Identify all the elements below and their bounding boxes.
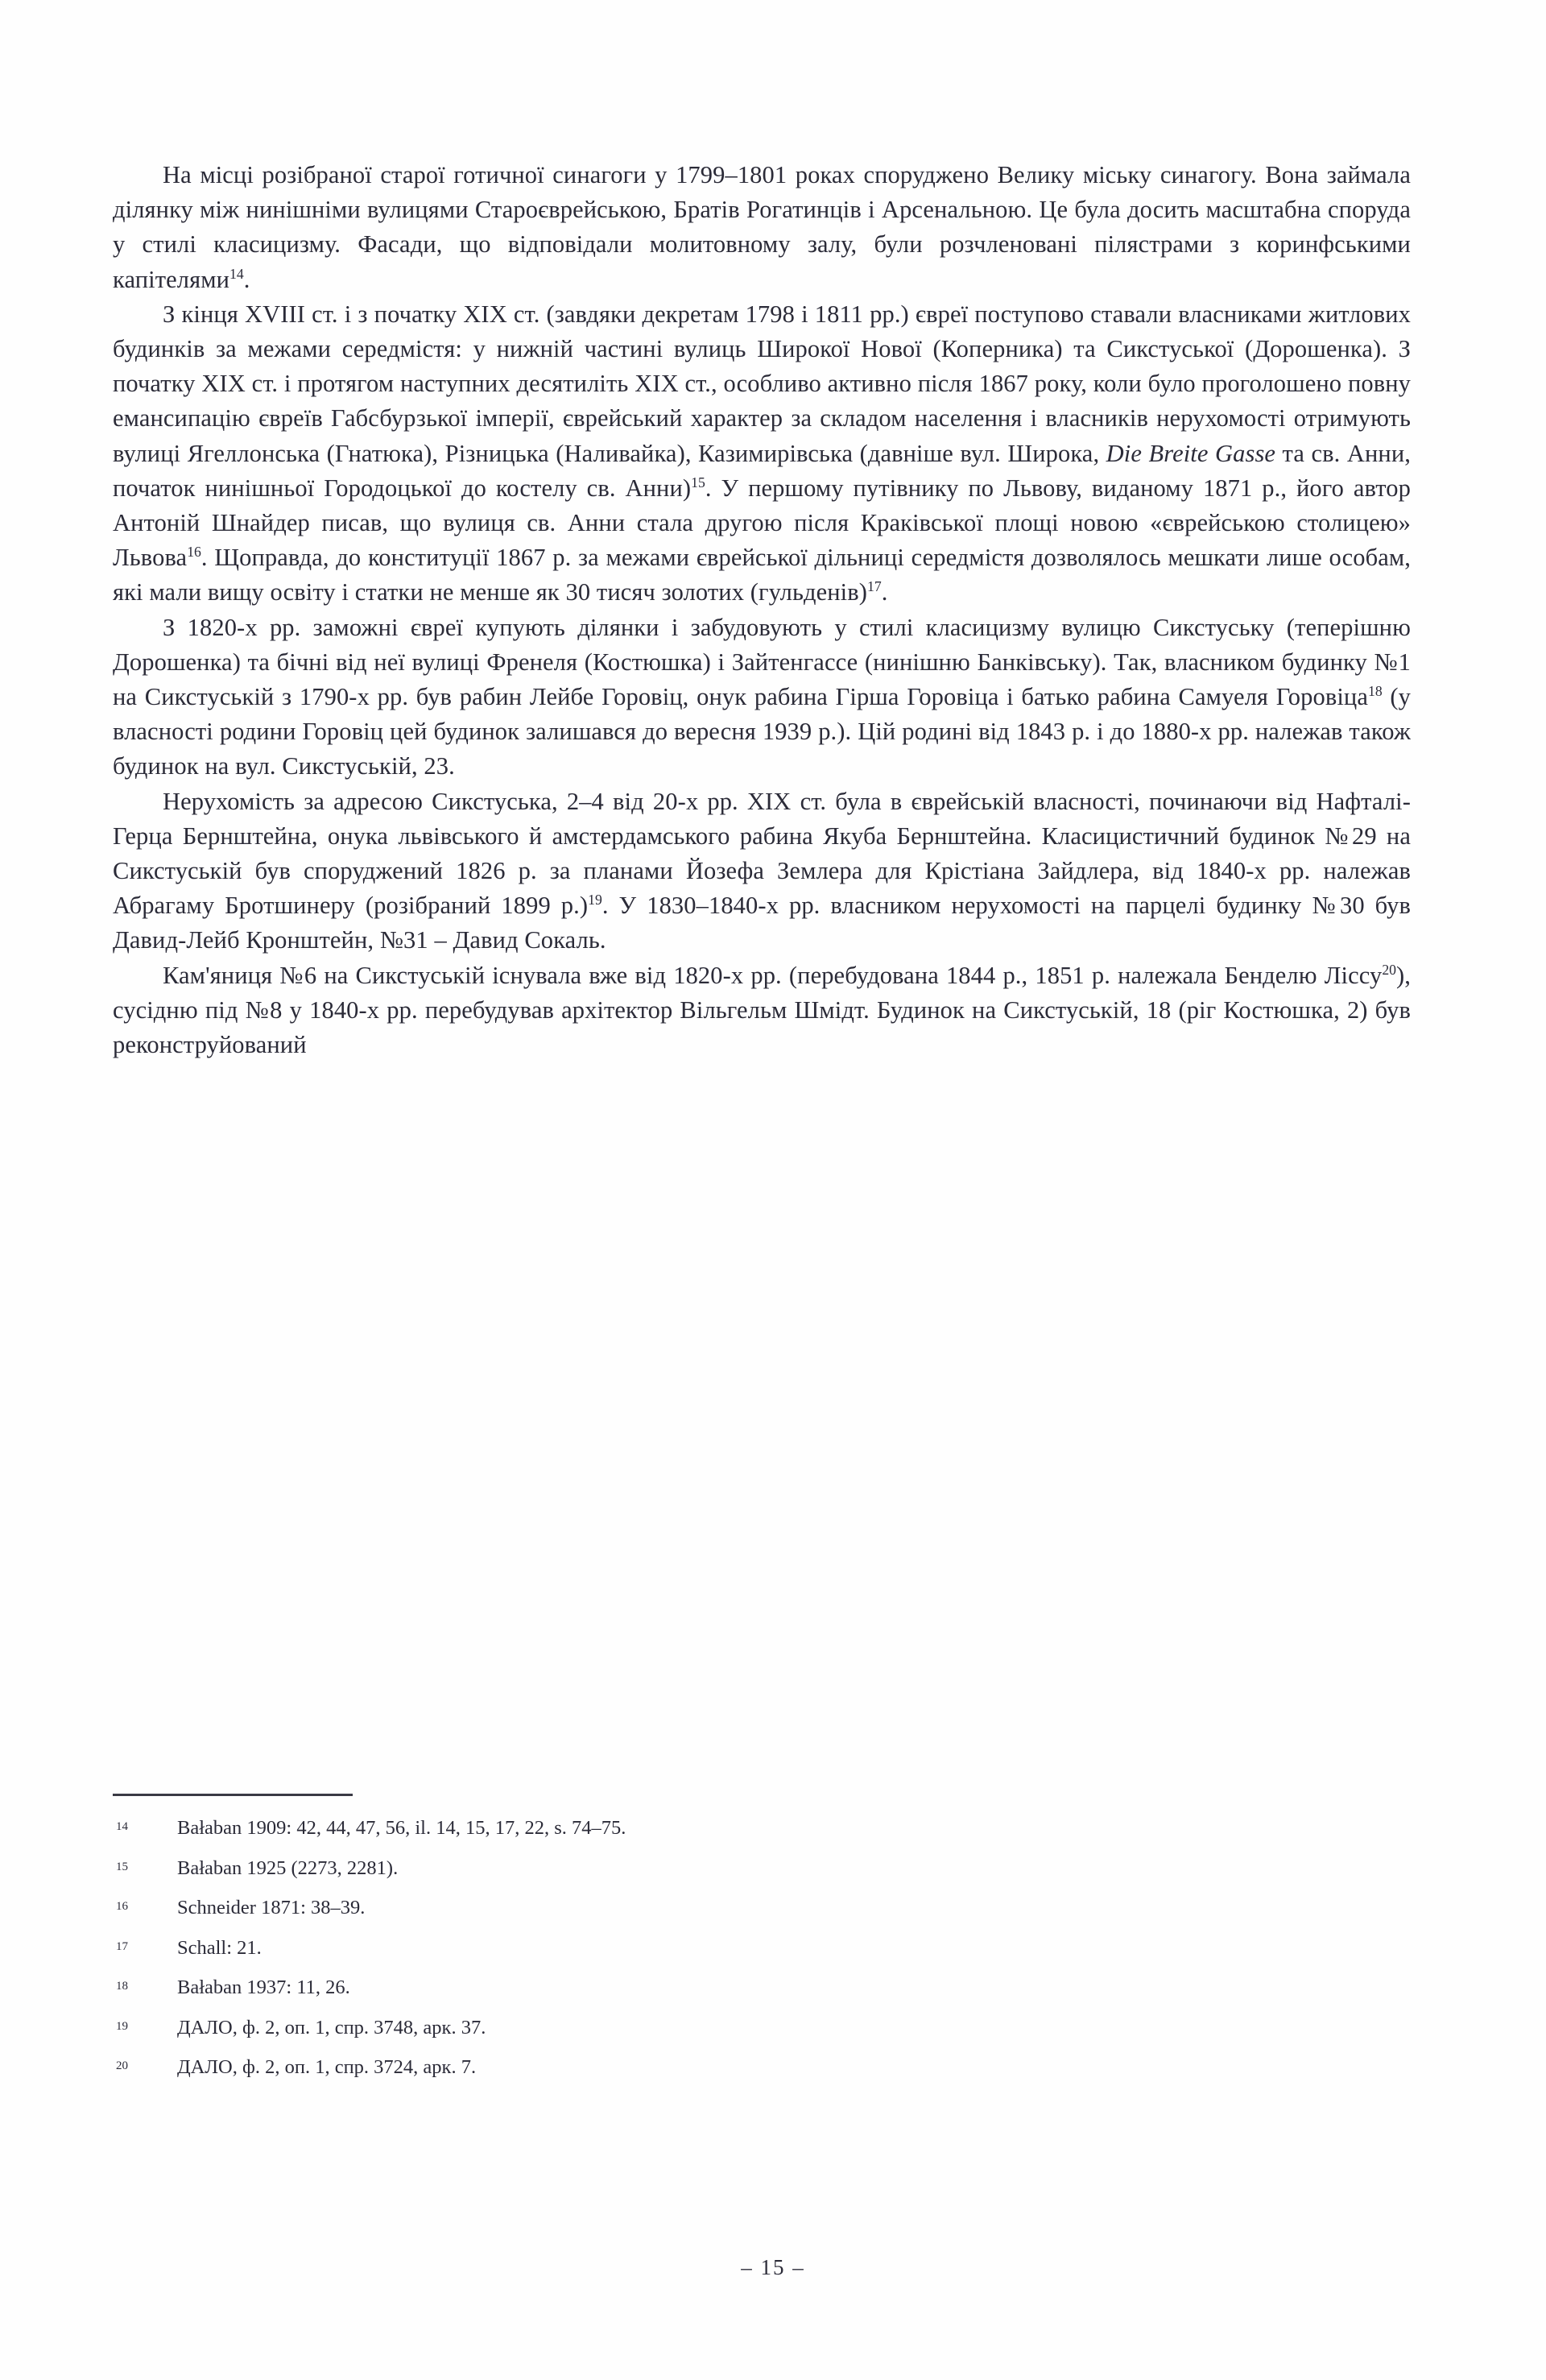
- footnote-reference[interactable]: 18: [1368, 682, 1383, 699]
- footnote-number: 17: [116, 1939, 128, 1953]
- footnote-text: Bałaban 1925 (2273, 2281).: [177, 1856, 399, 1879]
- footnote-text: Bałaban 1909: 42, 44, 47, 56, il. 14, 15, 17, 22, s. 74–75.: [177, 1817, 626, 1839]
- footnote-reference[interactable]: 17: [867, 578, 882, 595]
- footnote-number: 16: [116, 1900, 128, 1913]
- paragraph-4: Нерухомість за адресою Сикстуська, 2–4 від 20-х рр. XIX ст. була в єврейській власності, починаючи від Нафталі-Герца Бернштейна, онука львівського й амстердамського рабина Якуба Бернштейна. Класицистичний будинок №29 на Сикстуській був споруджений 1826 р. за планами Йозефа Землера для Крістіана Зайдлера, від 1840-х рр. належав Абрагаму Бротшинеру (розібраний 1899 р.)$^{19}$. У 1830–1840-х рр. власником нерухомості на парцелі будинку №30 був Давид-Лейб Кронштейн, №31 – Давид Сокаль.: [113, 787, 1411, 954]
- footnote-item: [113, 1937, 1411, 1960]
- footnote-reference[interactable]: 20: [1382, 961, 1397, 978]
- footnote-text: Schneider 1871: 38–39.: [177, 1897, 366, 1918]
- footnote-reference[interactable]: 14: [229, 265, 244, 282]
- footnote-text: Bałaban 1937: 11, 26.: [177, 1976, 350, 1998]
- footnote-item: [113, 1857, 1411, 1880]
- footnote-item: [113, 1897, 1411, 1919]
- body-text-block: [113, 158, 1411, 1062]
- paragraph-5: Кам'яниця №6 на Сикстуській існувала вже від 1820-х рр. (перебудована 1844 р., 1851 р. належала Бенделю Ліссу$^{20}$), сусідню під №8 у 1840-х рр. перебудував архітектор Вільгельм Шмідт. Будинок на Сикстуській, 18 (ріг Костюшка, 2) був реконструйований: [113, 961, 1411, 1059]
- footnote-reference[interactable]: 19: [588, 892, 602, 909]
- footnote-number: 18: [116, 1980, 128, 1993]
- footnote-reference[interactable]: 16: [187, 544, 201, 561]
- footnote-text: Schall: 21.: [177, 1936, 262, 1959]
- footnote-number: 20: [116, 2059, 128, 2072]
- footnote-item: [113, 1976, 1411, 1999]
- footnote-reference[interactable]: 15: [691, 474, 705, 490]
- footnotes-section: [113, 1794, 1411, 2096]
- footnote-number: 15: [116, 1860, 128, 1873]
- footnote-text: ДАЛО, ф. 2, оп. 1, спр. 3748, арк. 37.: [177, 2016, 486, 2039]
- footnote-list: [113, 1817, 1411, 2079]
- footnote-number: 14: [116, 1820, 128, 1833]
- footnote-text: ДАЛО, ф. 2, оп. 1, спр. 3724, арк. 7.: [177, 2056, 477, 2078]
- footnote-number: 19: [116, 2019, 128, 2033]
- paragraph-2: З кінця XVIII ст. і з початку XIX ст. (завдяки декретам 1798 і 1811 рр.) євреї поступово ставали власниками житлових будинків за межами середмістя: у нижній частині вулиць Широкої Нової (Коперника) та Сикстуської (Дорошенка). З початку XIX ст. і протягом наступних десятиліть XIX ст., особливо активно після 1867 року, коли було проголошено повну емансипацію євреїв Габсбурзької імперії, єврейський характер за складом населення і власників нерухомості отримують вулиці Ягеллонська (Гнатюка), Різницька (Наливайка), Казимирівська (давніше вул. Широка, Die Breite Gasse та св. Анни, початок нинішньої Городоцької до костелу св. Анни)$^{15}$. У першому путівнику по Львову, виданому 1871 р., його автор Антоній Шнайдер писав, що вулиця св. Анни стала другою після Краківської площі новою «єврейською столицею» Львова$^{16}$. Щоправда, до конституції 1867 р. за межами єврейської дільниці середмістя дозволялось мешкати лише особам, які мали вищу освіту і статки не менше як 30 тисяч золотих (гульденів)$^{17}$.: [113, 300, 1411, 606]
- footnote-item: [113, 2017, 1411, 2039]
- page-number: – 15 –: [741, 2255, 805, 2279]
- footnote-separator-rule: [113, 1794, 353, 1796]
- footnote-item: [113, 1817, 1411, 1840]
- paragraph-3: З 1820-х рр. заможні євреї купують ділянки і забудовують у стилі класицизму вулицю Сикстуську (теперішню Дорошенка) та бічні від неї вулиці Френеля (Костюшка) і Зайтенгассе (нинішню Банківську). Так, власником будинку №1 на Сикстуській з 1790-х рр. був рабин Лейбе Горовіц, онук рабина Гірша Горовіца і батько рабина Самуеля Горовіца$^{18}$ (у власності родини Горовіц цей будинок залишався до вересня 1939 р.). Цій родині від 1843 р. і до 1880-х рр. належав також будинок на вул. Сикстуській, 23.: [113, 613, 1411, 780]
- italic-phrase: Die Breite Gasse: [1106, 439, 1276, 467]
- footnote-item: [113, 2056, 1411, 2079]
- paragraph-1: На місці розібраної старої готичної синагоги у 1799–1801 роках споруджено Велику міську синагогу. Вона займала ділянку між нинішніми вулицями Староєврейською, Братів Рогатинців і Арсенальною. Це була досить масштабна споруда у стилі класицизму. Фасади, що відповідали молитовному залу, були розчленовані пілястрами з коринфськими капітелями$^{14}$.: [113, 161, 1411, 293]
